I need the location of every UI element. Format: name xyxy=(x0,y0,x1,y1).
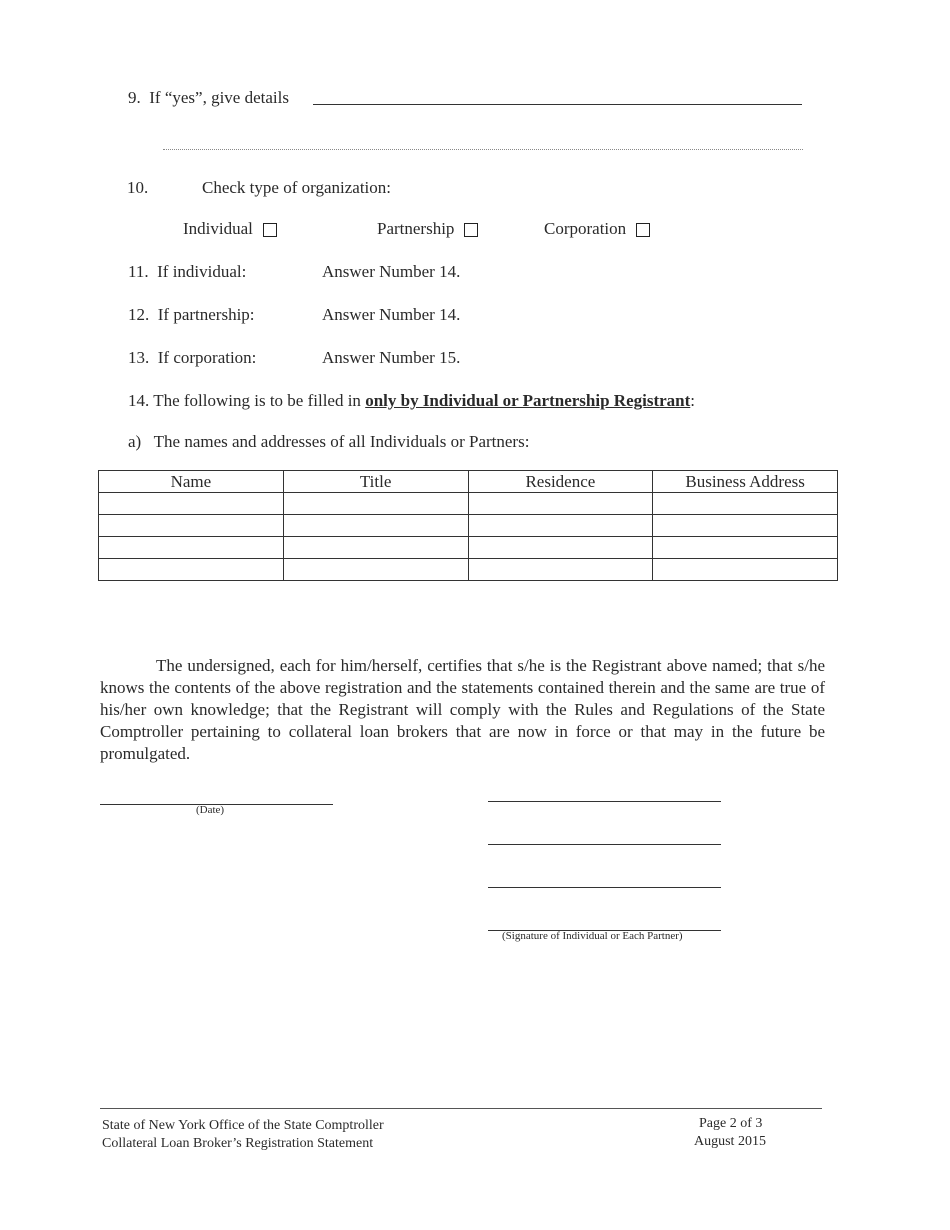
q13-answer: Answer Number 15. xyxy=(322,348,461,367)
question-9 xyxy=(128,88,289,108)
table-cell[interactable] xyxy=(283,493,468,515)
q9-number: 9. xyxy=(128,88,141,107)
header-title: Title xyxy=(283,471,468,493)
signature-label: (Signature of Individual or Each Partner) xyxy=(502,930,683,942)
q13-number: 13. xyxy=(128,348,150,367)
q11-label xyxy=(128,262,246,282)
q13-label xyxy=(128,348,256,368)
table-cell[interactable] xyxy=(99,559,284,581)
certification-paragraph: The undersigned, each for him/herself, certifies that s/he is the Registrant above named; that s/he knows the contents of the above registration and the statements contained therein and the same are true of his/her own knowledge; that the Registrant will comply with the Rules and Regulations of the State Comptroller pertaining to collateral loan brokers that are now in force or that may in the future be promulgated. xyxy=(100,656,825,763)
q9-details-field-2[interactable] xyxy=(163,149,803,150)
footer-right xyxy=(694,1115,766,1151)
table-row xyxy=(99,537,838,559)
header-residence: Residence xyxy=(468,471,653,493)
q14-suffix: : xyxy=(690,391,696,410)
option-partnership xyxy=(377,219,478,239)
table-row xyxy=(99,493,838,515)
q14-heading xyxy=(128,391,695,411)
revision-date: August 2015 xyxy=(694,1134,766,1149)
table-cell[interactable] xyxy=(653,493,838,515)
signature-line-2[interactable] xyxy=(488,844,721,845)
q14-sub-a: a) The names and addresses of all Individuals or Partners: xyxy=(128,432,530,451)
corporation-checkbox[interactable] xyxy=(636,223,650,237)
table-cell[interactable] xyxy=(653,559,838,581)
partnership-checkbox[interactable] xyxy=(464,223,478,237)
q12-text: If partnership: xyxy=(157,305,255,324)
table-row xyxy=(99,559,838,581)
individuals-table xyxy=(98,470,838,581)
q13-text: If corporation: xyxy=(157,348,257,367)
individual-checkbox[interactable] xyxy=(263,223,277,237)
signature-line-3[interactable] xyxy=(488,887,721,888)
date-label: (Date) xyxy=(196,804,225,816)
footer-agency: State of New York Office of the State Comptroller xyxy=(102,1118,384,1133)
q11-text: If individual: xyxy=(157,262,247,281)
q14-emphasis: only by Individual or Partnership Registrant xyxy=(365,391,691,410)
option-partnership-label: Partnership xyxy=(377,219,455,238)
footer-divider xyxy=(100,1108,822,1109)
q9-text: If “yes”, give details xyxy=(149,88,289,107)
q10-text: Check type of organization: xyxy=(202,178,391,197)
option-individual xyxy=(183,219,277,239)
table-cell[interactable] xyxy=(283,515,468,537)
q11-answer: Answer Number 14. xyxy=(322,262,461,281)
q12-number: 12. xyxy=(128,305,150,324)
footer-form-title: Collateral Loan Broker’s Registration Statement xyxy=(102,1136,374,1151)
q10-number: 10. xyxy=(127,178,149,197)
table-cell[interactable] xyxy=(283,559,468,581)
table-cell[interactable] xyxy=(468,537,653,559)
header-business-address: Business Address xyxy=(653,471,838,493)
q9-details-field[interactable] xyxy=(313,104,802,105)
table-header-row xyxy=(99,471,838,493)
option-individual-label: Individual xyxy=(183,219,253,238)
footer-left xyxy=(102,1117,384,1153)
table-cell[interactable] xyxy=(653,537,838,559)
header-name: Name xyxy=(99,471,284,493)
table-cell[interactable] xyxy=(653,515,838,537)
q14-prefix: 14. The following is to be filled in xyxy=(128,391,366,410)
table-row xyxy=(99,515,838,537)
signature-line-1[interactable] xyxy=(488,801,721,802)
q11-number: 11. xyxy=(128,262,149,281)
option-corporation-label: Corporation xyxy=(544,219,627,238)
option-corporation xyxy=(544,219,650,239)
q12-answer: Answer Number 14. xyxy=(322,305,461,324)
table-cell[interactable] xyxy=(468,559,653,581)
table-cell[interactable] xyxy=(99,493,284,515)
table-cell[interactable] xyxy=(99,537,284,559)
table-cell[interactable] xyxy=(468,515,653,537)
table-cell[interactable] xyxy=(283,537,468,559)
q12-label xyxy=(128,305,255,325)
table-cell[interactable] xyxy=(99,515,284,537)
page-number: Page 2 of 3 xyxy=(699,1116,763,1131)
table-cell[interactable] xyxy=(468,493,653,515)
